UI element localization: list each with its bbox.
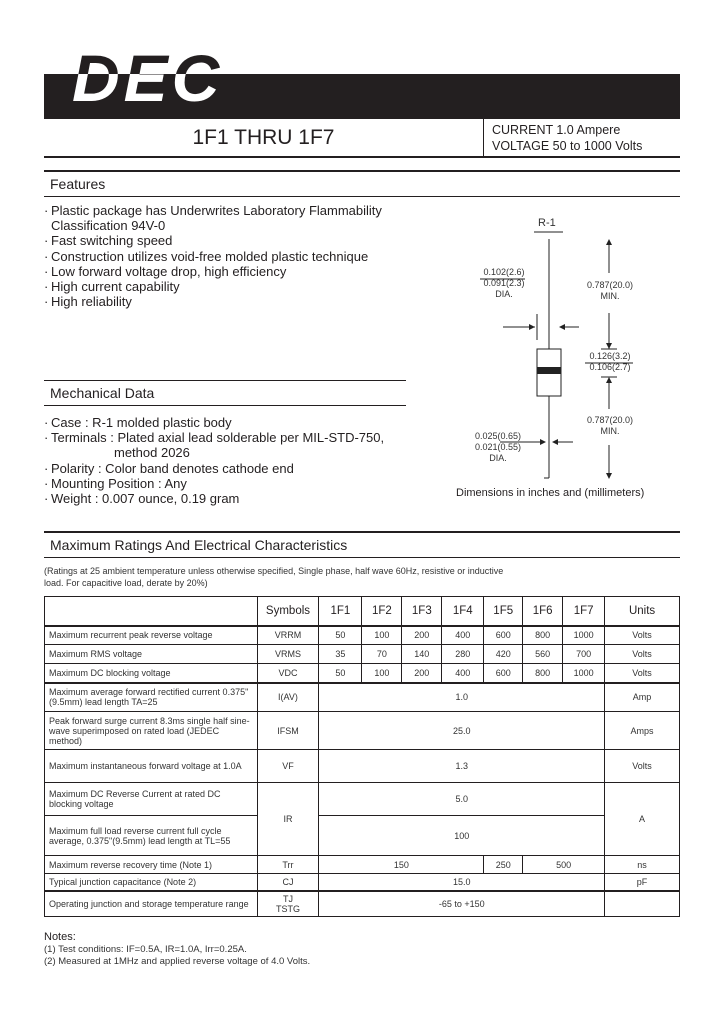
conditions-line: (Ratings at 25 ambient temperature unless otherwise specified, Single phase, half wave 60Hz, resistive or inductive [44, 566, 504, 576]
brand-logo: DEC [72, 41, 224, 115]
dim-value: 0.787(20.0) [586, 280, 634, 290]
feature-item: · High current capability [44, 279, 424, 294]
value-cell: 400 [442, 664, 484, 683]
column-header: Units [605, 597, 680, 626]
value-cell: 5.0 [319, 783, 605, 816]
table-row [45, 683, 680, 712]
mechanical-list [44, 415, 424, 506]
value-cell: 1000 [563, 626, 605, 645]
dim-label: DIA. [489, 453, 507, 463]
table-row [45, 856, 680, 874]
current-rating: CURRENT 1.0 Ampere [492, 123, 621, 137]
value-cell: 600 [484, 664, 523, 683]
table-row [45, 816, 680, 856]
param-cell: Operating junction and storage temperature range [45, 891, 258, 917]
param-cell: Typical junction capacitance (Note 2) [45, 874, 258, 891]
param-cell: Peak forward surge current 8.3ms single half sine-wave superimposed on rated load (JEDEC method) [45, 712, 258, 750]
param-cell: Maximum RMS voltage [45, 645, 258, 664]
value-cell: 200 [402, 626, 442, 645]
symbol-line: TJ [282, 893, 293, 904]
symbol-cell: CJ [257, 874, 319, 891]
column-header: 1F3 [402, 597, 442, 626]
param-cell: Maximum DC Reverse Current at rated DC blocking voltage [45, 783, 258, 816]
column-header [45, 597, 258, 626]
mechanical-item: · Polarity : Color band denotes cathode end [44, 461, 424, 476]
symbol-cell [257, 891, 319, 917]
value-cell: 700 [563, 645, 605, 664]
value-cell: 800 [523, 664, 563, 683]
unit-cell: Volts [605, 645, 680, 664]
param-cell: Maximum full load reverse current full cycle average, 0.375"(9.5mm) lead length at TL=55 [45, 816, 258, 856]
symbol-cell: I(AV) [257, 683, 319, 712]
symbol-cell: VRMS [257, 645, 319, 664]
value-cell: 560 [523, 645, 563, 664]
bottom-lead-length-dimension [580, 415, 640, 437]
package-label: R-1 [538, 217, 556, 229]
features-list [44, 203, 424, 309]
dim-value: 0.126(3.2) [589, 351, 631, 361]
feature-item: · Plastic package has Underwrites Laboratory Flammability [44, 203, 424, 218]
symbol-cell: VRRM [257, 626, 319, 645]
symbol-cell: Trr [257, 856, 319, 874]
mechanical-item: · Weight : 0.007 ounce, 0.19 gram [44, 491, 424, 506]
mechanical-heading: Mechanical Data [44, 380, 406, 406]
notes-section [44, 930, 544, 968]
dim-value: 0.021(0.55) [474, 442, 522, 452]
table-row [45, 664, 680, 683]
value-cell: 50 [319, 664, 362, 683]
symbol-cell: VDC [257, 664, 319, 683]
param-cell: Maximum reverse recovery time (Note 1) [45, 856, 258, 874]
unit-cell: pF [605, 874, 680, 891]
notes-title: Notes: [44, 931, 76, 943]
unit-cell: A [605, 783, 680, 856]
voltage-rating: VOLTAGE 50 to 1000 Volts [492, 139, 643, 153]
table-row [45, 874, 680, 891]
param-cell: Maximum instantaneous forward voltage at 1.0A [45, 750, 258, 783]
value-cell: 200 [402, 664, 442, 683]
value-cell: 420 [484, 645, 523, 664]
value-cell: 150 [319, 856, 484, 874]
value-cell: 400 [442, 626, 484, 645]
table-row [45, 645, 680, 664]
unit-cell: Amp [605, 683, 680, 712]
ratings-heading: Maximum Ratings And Electrical Characteristics [44, 531, 680, 558]
value-cell: 280 [442, 645, 484, 664]
value-cell: 1000 [563, 664, 605, 683]
value-cell: 1.3 [319, 750, 605, 783]
table-row [45, 712, 680, 750]
symbol-cell: VF [257, 750, 319, 783]
dim-label: MIN. [600, 291, 620, 301]
table-row [45, 626, 680, 645]
package-diagram [440, 200, 680, 510]
table-row [45, 891, 680, 917]
column-header: 1F4 [442, 597, 484, 626]
value-cell: -65 to +150 [319, 891, 605, 917]
value-cell: 15.0 [319, 874, 605, 891]
note-item: (1) Test conditions: IF=0.5A, IR=1.0A, Irr=0.25A. [44, 944, 247, 955]
param-cell: Maximum DC blocking voltage [45, 664, 258, 683]
dimensions-caption: Dimensions in inches and (millimeters) [456, 487, 645, 499]
symbol-cell: IFSM [257, 712, 319, 750]
mechanical-item: · Case : R-1 molded plastic body [44, 415, 424, 430]
value-cell: 250 [484, 856, 523, 874]
column-header: 1F5 [484, 597, 523, 626]
param-cell: Maximum recurrent peak reverse voltage [45, 626, 258, 645]
body-dia-dimension [474, 267, 534, 300]
param-cell: Maximum average forward rectified current 0.375"(9.5mm) lead length TA=25 [45, 683, 258, 712]
value-cell: 50 [319, 626, 362, 645]
ratings-conditions [44, 566, 680, 589]
table-row [45, 750, 680, 783]
unit-cell: ns [605, 856, 680, 874]
dim-label: DIA. [495, 289, 513, 299]
body-length-dimension [580, 351, 640, 373]
feature-item: · Low forward voltage drop, high efficiency [44, 264, 424, 279]
column-header: 1F7 [563, 597, 605, 626]
unit-cell: Volts [605, 750, 680, 783]
mechanical-item: method 2026 [114, 445, 190, 461]
dim-value: 0.091(2.3) [483, 278, 525, 288]
note-item: (2) Measured at 1MHz and applied reverse voltage of 4.0 Volts. [44, 956, 311, 967]
feature-item: · Construction utilizes void-free molded plastic technique [44, 249, 424, 264]
feature-item: · High reliability [44, 294, 424, 309]
symbol-line: TSTG [275, 903, 300, 914]
value-cell: 140 [402, 645, 442, 664]
dim-value: 0.106(2.7) [589, 362, 631, 372]
table-row [45, 783, 680, 816]
unit-cell: Amps [605, 712, 680, 750]
value-cell: 100 [362, 626, 402, 645]
value-cell: 35 [319, 645, 362, 664]
title-box [44, 119, 680, 158]
value-cell: 500 [523, 856, 605, 874]
value-cell: 600 [484, 626, 523, 645]
unit-cell [605, 891, 680, 917]
dim-label: MIN. [600, 426, 620, 436]
feature-item: Classification 94V-0 [51, 218, 166, 234]
value-cell: 800 [523, 626, 563, 645]
mechanical-item: · Mounting Position : Any [44, 476, 424, 491]
column-header: 1F2 [362, 597, 402, 626]
column-header: 1F1 [319, 597, 362, 626]
dim-value: 0.787(20.0) [586, 415, 634, 425]
feature-item: · Fast switching speed [44, 233, 424, 248]
part-range-title: 1F1 THRU 1F7 [44, 119, 484, 156]
conditions-line: load. For capacitive load, derate by 20%) [44, 577, 208, 588]
unit-cell: Volts [605, 664, 680, 683]
ratings-summary [484, 119, 680, 156]
symbol-cell: IR [257, 783, 319, 856]
lead-dia-dimension [468, 431, 528, 464]
value-cell: 25.0 [319, 712, 605, 750]
dim-value: 0.025(0.65) [474, 431, 522, 441]
value-cell: 70 [362, 645, 402, 664]
unit-cell: Volts [605, 626, 680, 645]
mechanical-item: · Terminals : Plated axial lead solderable per MIL-STD-750, [44, 430, 424, 445]
column-header: 1F6 [523, 597, 563, 626]
table-header-row [45, 597, 680, 626]
top-lead-length-dimension [580, 280, 640, 302]
features-heading: Features [44, 170, 680, 197]
ratings-table [44, 596, 680, 917]
dim-value: 0.102(2.6) [483, 267, 525, 277]
value-cell: 100 [362, 664, 402, 683]
column-header: Symbols [257, 597, 319, 626]
value-cell: 1.0 [319, 683, 605, 712]
value-cell: 100 [319, 816, 605, 856]
